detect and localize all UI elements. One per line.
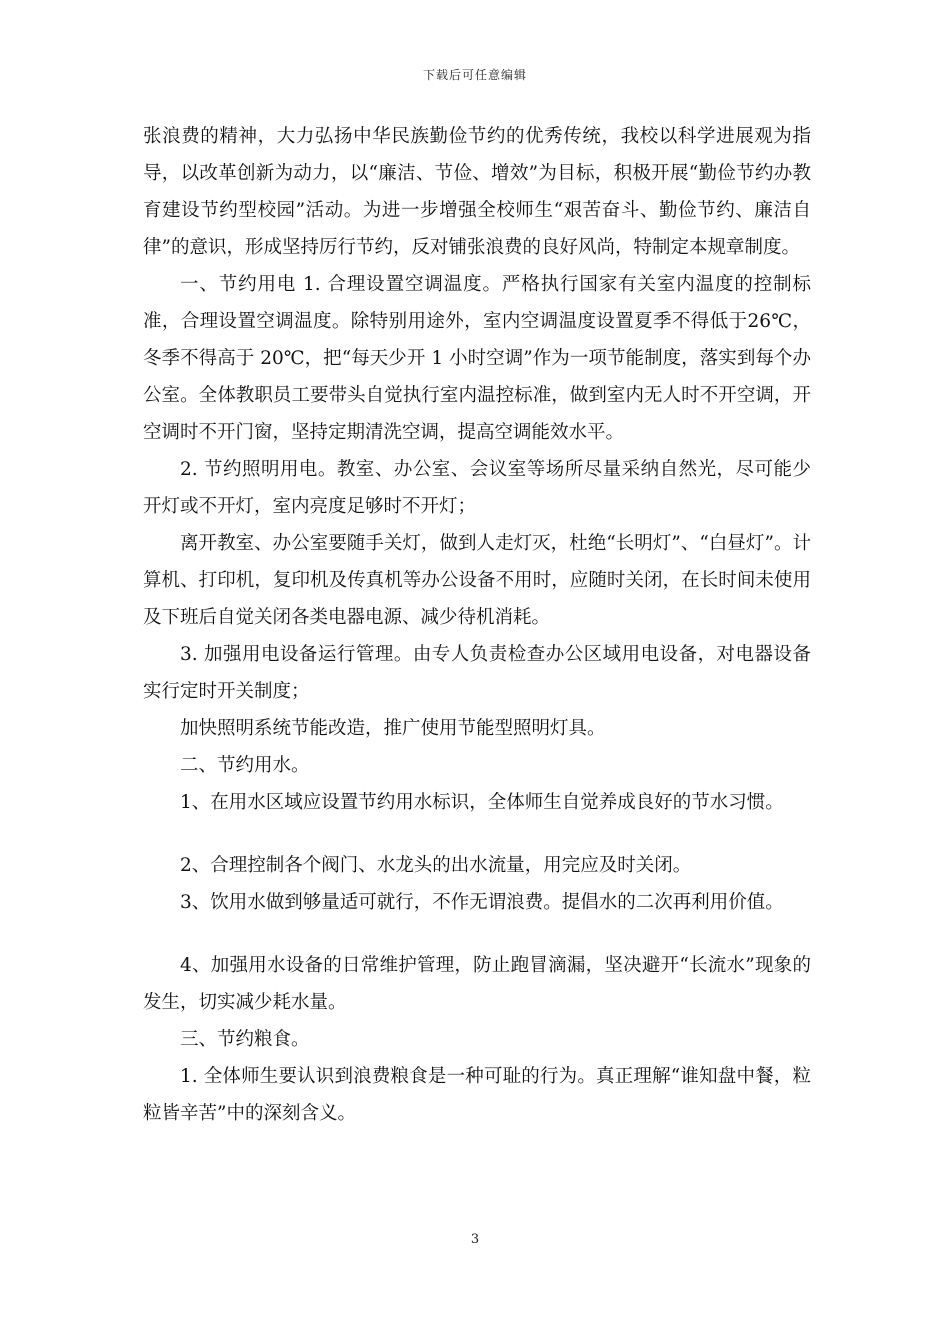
paragraph-intro: 张浪费的精神，大力弘扬中华民族勤俭节约的优秀传统，我校以科学进展观为指导，以改革创新为动力，以“廉洁、节俭、增效”为目标，积极开展“勤俭节约办教育建设节约型校园”活动。为进一步增强全校师生“艰苦奋斗、勤俭节约、廉洁自律”的意识，形成坚持厉行节约，反对铺张浪费的良好风尚，特制定本规章制度。 [143,126,811,258]
page-header: 下载后可任意编辑 [422,68,527,82]
section-heading-water: 二、节约用水。 [180,755,310,776]
paragraph-food-1: 1. 全体师生要认识到浪费粮食是一种可耻的行为。真正理解“谁知盘中餐，粒粒皆辛苦”中的深刻含义。 [143,1066,811,1124]
spacer [143,921,811,947]
paragraph-turn-off-lights: 离开教室、办公室要随手关灯，做到人走灯灭，杜绝“长明灯”、“白昼灯”。计算机、打印机，复印机及传真机等办公设备不用时，应随时关闭，在长时间未使用及下班后自觉关闭各类电器电源、减少待机消耗。 [143,533,811,628]
paragraph-water-2: 2、合理控制各个阀门、水龙头的出水流量，用完应及时关闭。 [180,855,692,876]
paragraph-equipment-management: 3. 加强用电设备运行管理。由专人负责检查办公区域用电设备，对电器设备实行定时开关制度； [143,644,811,702]
paragraph-lighting: 2. 节约照明用电。教室、办公室、会议室等场所尽量采纳自然光，尽可能少开灯或不开灯，室内亮度足够时不开灯； [143,459,811,517]
paragraph-lighting-retrofit: 加快照明系统节能改造，推广使用节能型照明灯具。 [180,718,606,739]
page-number: 3 [470,1232,480,1247]
paragraph-water-3: 3、饮用水做到够量适可就行，不作无谓浪费。提倡水的二次再利用价值。 [180,892,784,913]
spacer [143,821,811,847]
section-heading-food: 三、节约粮食。 [180,1029,310,1050]
paragraph-section-1-electricity: 一、节约用电 1. 合理设置空调温度。严格执行国家有关室内温度的控制标准，合理设置空调温度。除特别用途外，室内空调温度设置夏季不得低于26℃，冬季不得高于 20℃，把“每天少开 1 小时空调”作为一项节能制度，落实到每个办公室。全体教职员工要带头自觉执行室内温控标准，做到室内无人时不开空调，开空调时不开门窗，坚持定期清洗空调，提高空调能效水平。 [143,274,811,443]
paragraph-water-1: 1、在用水区域应设置节约用水标识，全体师生自觉养成良好的节水习惯。 [180,792,784,813]
document-body [143,118,811,1132]
paragraph-water-4: 4、加强用水设备的日常维护管理，防止跑冒滴漏，坚决避开“长流水”现象的发生，切实减少耗水量。 [143,955,811,1013]
